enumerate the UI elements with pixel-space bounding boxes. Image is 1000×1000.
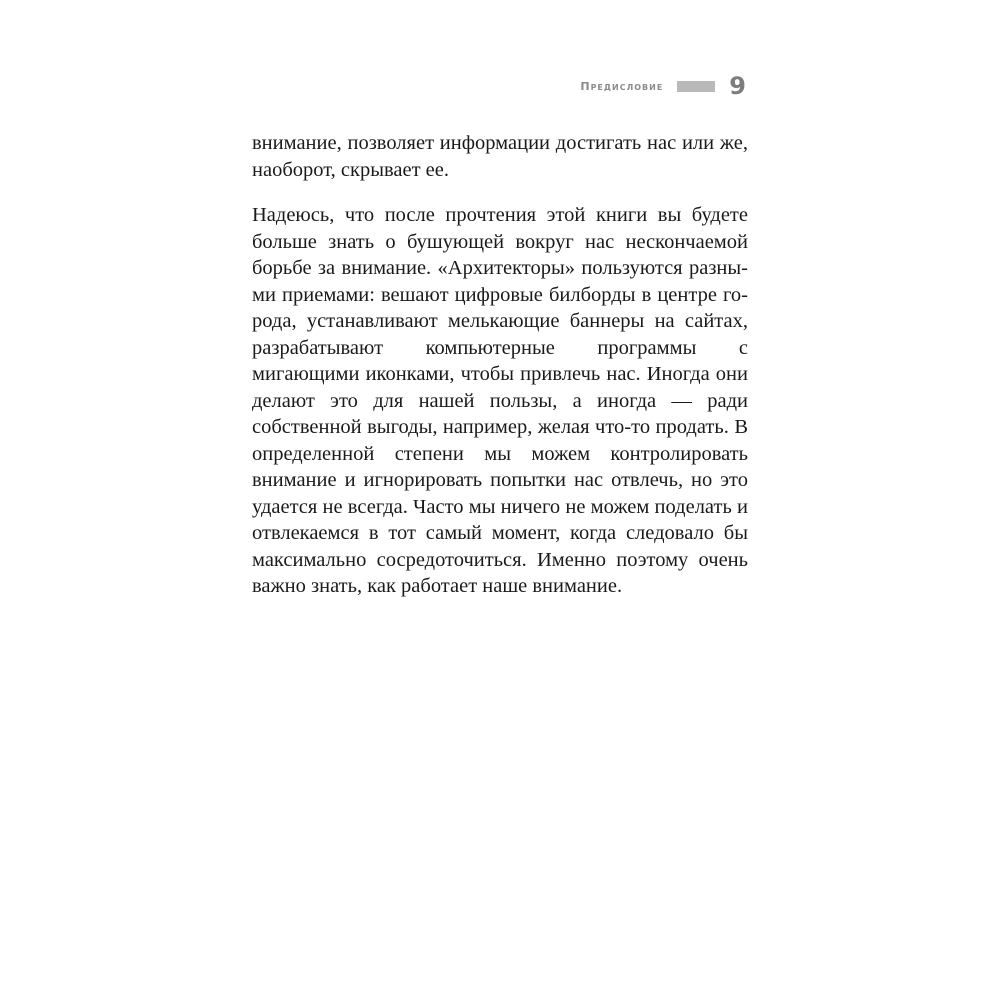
- page-number: 9: [729, 72, 746, 100]
- paragraph-2: Надеюсь, что после прочтения этой книги вы будете больше знать о бушующей вокруг нас нескончаемой борьбе за внимание. «Архитекторы» пользуются разными приемами: вешают цифровые билборды в центре города, устанавливают мелькающие баннеры на сайтах, разрабатывают компьютерные программы с мигающими иконками, чтобы привлечь нас. Иногда они делают это для нашей пользы, а иногда — ради собственной выгоды, например, желая что-то продать. В определенной степени мы можем контролировать внимание и игнорировать попытки нас отвлечь, но это удается не всегда. Часто мы ничего не можем поделать и отвлекаемся в тот самый момент, когда следовало бы максимально сосредоточиться. Именно поэтому очень важно знать, как работает наше внимание.: [252, 204, 748, 597]
- header-divider-bar: [677, 81, 715, 92]
- paragraph-1: внимание, позволяет информации достигать нас или же, наоборот, скрывает ее.: [252, 132, 748, 181]
- chapter-title: Предисловие: [580, 79, 664, 93]
- body-text: [252, 130, 748, 600]
- running-header: [540, 70, 750, 102]
